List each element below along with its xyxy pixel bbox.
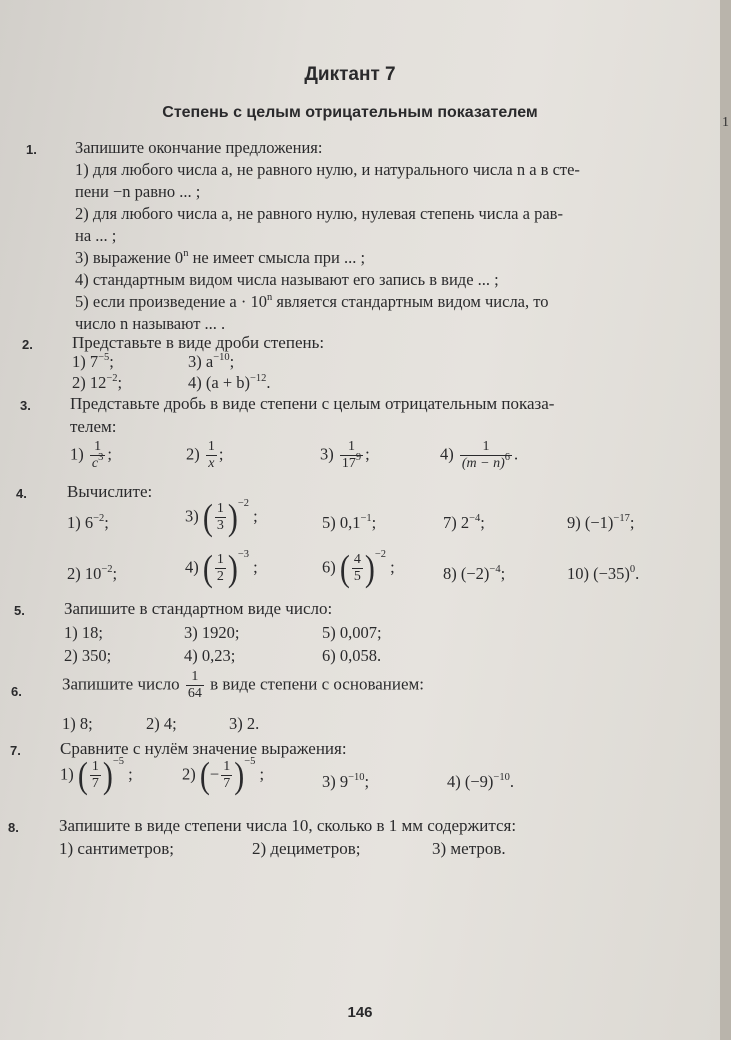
task-1-line: пени −n равно ... ; bbox=[75, 182, 201, 201]
task-3-item: 1) $\frac{1}{c^3}$ ; bbox=[70, 439, 112, 471]
task-5-item: 3) 1920; bbox=[184, 623, 240, 642]
task-1-line: 2) для любого числа a, не равного нулю, нулевая степень числа a рав- bbox=[75, 204, 563, 223]
task-5-item: 5) 0,007; bbox=[322, 623, 382, 642]
task-4-item: 4) ( $\frac{1}{2}$ )$^{-3}$ ; bbox=[185, 547, 258, 589]
task-6-item: 3) 2. bbox=[229, 714, 260, 733]
task-3-item: 4) $\frac{1}{(m - n)^6}$ . bbox=[440, 439, 519, 471]
task-1-line: 3) выражение 0$^n$ не имеет смысла при ... ; bbox=[75, 248, 366, 267]
task-3-number: 3. bbox=[20, 398, 31, 413]
task-6-prompt: Запишите число $\frac{1}{64}$ в виде степени с основанием: bbox=[62, 669, 425, 701]
task-7-item: 3) $9^{-10}$; bbox=[322, 772, 370, 791]
task-1-line: 4) стандартным видом числа называют его запись в виде ... ; bbox=[75, 270, 499, 289]
task-5-item: 6) 0,058. bbox=[322, 646, 382, 665]
task-1-number: 1. bbox=[26, 142, 37, 157]
task-1-line: число n называют ... . bbox=[75, 314, 226, 333]
task-8-prompt: Запишите в виде степени числа 10, сколько в 1 мм содержится: bbox=[59, 816, 517, 835]
task-5-number: 5. bbox=[14, 603, 25, 618]
task-5-prompt: Запишите в стандартном виде число: bbox=[64, 599, 333, 618]
task-4-item: 2) $10^{-2}$; bbox=[67, 564, 118, 583]
task-1-prompt: Запишите окончание предложения: bbox=[75, 138, 323, 157]
task-7-prompt: Сравните с нулём значение выражения: bbox=[60, 739, 347, 758]
task-5-item: 1) 18; bbox=[64, 623, 103, 642]
task-8-item: 3) метров. bbox=[432, 839, 506, 858]
task-6-number: 6. bbox=[11, 684, 22, 699]
task-6-item: 1) 8; bbox=[62, 714, 93, 733]
task-4-item: 5) $0,1^{-1}$; bbox=[322, 513, 377, 532]
task-3-prompt: телем: bbox=[70, 417, 117, 436]
task-8-number: 8. bbox=[8, 820, 19, 835]
task-4-item: 10) $(-35)^0$. bbox=[567, 564, 640, 583]
task-5-item: 4) 0,23; bbox=[184, 646, 236, 665]
task-7-number: 7. bbox=[10, 743, 21, 758]
task-8-item: 1) сантиметров; bbox=[59, 839, 175, 858]
task-1-line: 5) если произведение $a \cdot 10^n$ является стандартным видом числа, то bbox=[75, 292, 549, 311]
task-6-item: 2) 4; bbox=[146, 714, 177, 733]
task-3-item: 3) $\frac{1}{17^9}$ ; bbox=[320, 439, 370, 471]
task-5-item: 2) 350; bbox=[64, 646, 112, 665]
page-title: Диктант 7 bbox=[304, 64, 396, 85]
page-subtitle: Степень с целым отрицательным показателем bbox=[162, 104, 538, 121]
task-4-item: 1) $6^{-2}$; bbox=[67, 513, 109, 532]
task-2-number: 2. bbox=[22, 337, 33, 352]
task-4-item: 9) $(-1)^{-17}$; bbox=[567, 513, 635, 532]
task-2-item: 4) $(a + b)^{-12}$. bbox=[188, 373, 271, 392]
task-1-line: на ... ; bbox=[75, 226, 117, 245]
adjacent-page-edge bbox=[720, 0, 731, 1040]
task-4-item: 7) $2^{-4}$; bbox=[443, 513, 485, 532]
task-3-prompt: Представьте дробь в виде степени с целым отрицательным показа- bbox=[70, 394, 555, 413]
task-3-item: 2) $\frac{1}{x}$ ; bbox=[186, 439, 224, 471]
task-4-item: 8) $(-2)^{-4}$; bbox=[443, 564, 506, 583]
adjacent-page-mark: 1 bbox=[722, 115, 729, 130]
task-4-number: 4. bbox=[16, 486, 27, 501]
task-2-item: 2) $12^{-2}$; bbox=[72, 373, 123, 392]
task-7-item: 2) (− $\frac{1}{7}$ )$^{-5}$ ; bbox=[182, 754, 265, 796]
task-2-item: 3) $a^{-10}$; bbox=[188, 352, 235, 371]
task-7-item: 1) ( $\frac{1}{7}$ )$^{-5}$ ; bbox=[60, 754, 133, 796]
task-2-item: 1) $7^{-5}$; bbox=[72, 352, 114, 371]
task-2-prompt: Представьте в виде дроби степень: bbox=[72, 333, 325, 352]
task-7-item: 4) $(-9)^{-10}$. bbox=[447, 772, 514, 791]
task-4-prompt: Вычислите: bbox=[67, 482, 153, 501]
task-4-item: 3) ( $\frac{1}{3}$ )$^{-2}$ ; bbox=[185, 496, 258, 538]
task-4-item: 6) ( $\frac{4}{5}$ )$^{-2}$ ; bbox=[322, 547, 395, 589]
task-1-line: 1) для любого числа a, не равного нулю, и натурального числа n a в сте- bbox=[75, 160, 580, 179]
page-number: 146 bbox=[347, 1004, 373, 1021]
task-8-item: 2) дециметров; bbox=[252, 839, 361, 858]
